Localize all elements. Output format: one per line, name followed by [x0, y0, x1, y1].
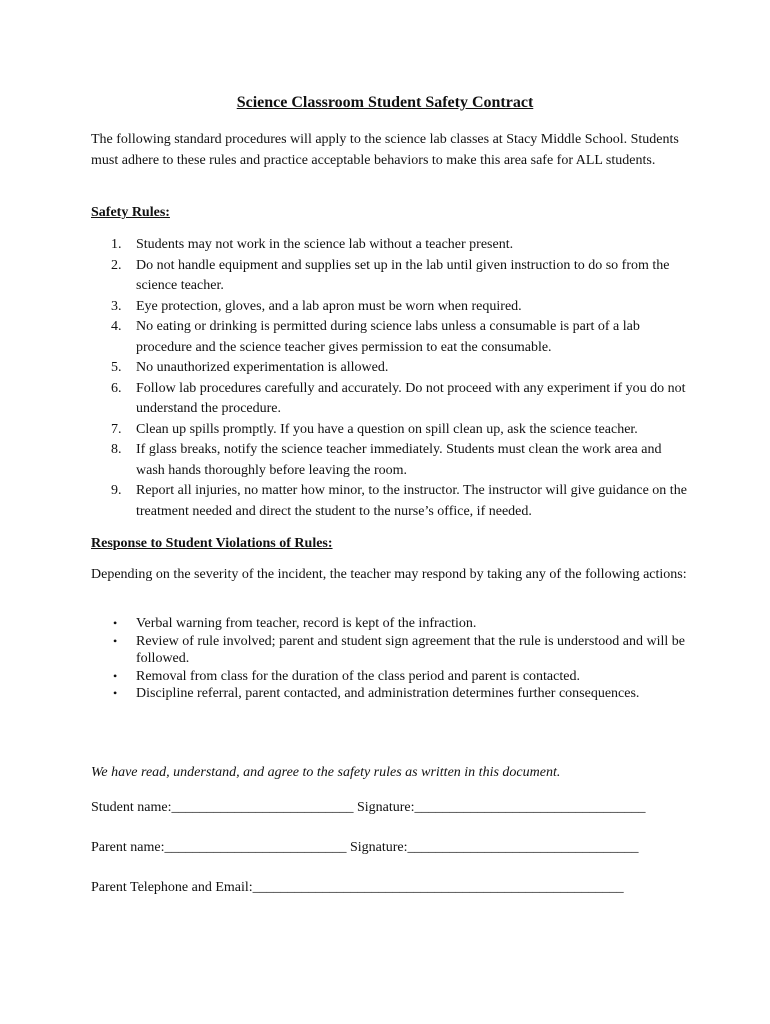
bullet-icon: • [113, 616, 118, 630]
rule-text: If glass breaks, notify the science teacher immediately. Students must clean the work area and wash hands thoroughly before leaving the room. [136, 442, 662, 478]
action-item [91, 685, 691, 703]
parent-signature-line[interactable]: Parent name:__________________________ Signature:_________________________________ [91, 840, 639, 855]
bullet-icon: • [113, 668, 118, 683]
rule-number: 1. [111, 237, 122, 252]
rule-number: 4. [111, 319, 122, 334]
response-heading: Response to Student Violations of Rules: [91, 536, 333, 551]
rule-item [91, 358, 691, 379]
intro-paragraph: The following standard procedures will apply to the science lab classes at Stacy Middle School. Students must adhere to these rules and practice acceptable behaviors to make this area safe for ALL students. [91, 132, 679, 168]
rule-item [91, 235, 691, 256]
action-text: Discipline referral, parent contacted, and administration determines further consequences. [136, 686, 640, 701]
rule-item [91, 379, 691, 420]
rule-number: 6. [111, 380, 122, 396]
rule-item [91, 317, 691, 358]
rule-item [91, 481, 691, 522]
rule-text: No eating or drinking is permitted during science labs unless a consumable is part of a lab procedure and the science teacher gives permission to eat the consumable. [136, 319, 640, 355]
safety-rules-heading: Safety Rules: [91, 205, 170, 220]
bullet-icon: • [113, 633, 118, 648]
rule-number: 7. [111, 421, 122, 437]
page-title: Science Classroom Student Safety Contract [236, 94, 534, 111]
bullet-icon: • [113, 686, 118, 700]
rule-text: Clean up spills promptly. If you have a question on spill clean up, ask the science teacher. [136, 421, 638, 437]
rule-text: Students may not work in the science lab without a teacher present. [136, 237, 514, 252]
student-signature-line[interactable]: Student name:__________________________ Signature:_________________________________ [91, 800, 646, 815]
rule-item [91, 256, 691, 297]
safety-rules-list [91, 235, 691, 522]
action-item [91, 633, 691, 668]
agreement-statement: We have read, understand, and agree to the safety rules as written in this document. [91, 765, 561, 780]
action-text: Removal from class for the duration of the class period and parent is contacted. [136, 668, 580, 684]
action-item [91, 668, 691, 686]
rule-text: Report all injuries, no matter how minor, to the instructor. The instructor will give guidance on the treatment needed and direct the student to the nurse’s office, if needed. [136, 483, 687, 519]
rule-text: No unauthorized experimentation is allowed. [136, 360, 389, 375]
rule-number: 3. [111, 298, 122, 314]
parent-contact-line[interactable]: Parent Telephone and Email:_____________________________________________________ [91, 880, 624, 895]
response-intro: Depending on the severity of the incident, the teacher may respond by taking any of the following actions: [91, 567, 687, 582]
rule-text: Follow lab procedures carefully and accurately. Do not proceed with any experiment if you do not understand the procedure. [136, 380, 686, 416]
action-text: Review of rule involved; parent and student sign agreement that the rule is understood and will be followed. [136, 633, 685, 666]
rule-text: Do not handle equipment and supplies set up in the lab until given instruction to do so from the science teacher. [136, 257, 670, 293]
rule-item [91, 420, 691, 441]
action-text: Verbal warning from teacher, record is kept of the infraction. [136, 616, 477, 631]
rule-number: 8. [111, 442, 122, 457]
rule-number: 5. [111, 360, 122, 375]
rule-item [91, 440, 691, 481]
rule-number: 2. [111, 257, 122, 273]
action-item [91, 615, 691, 633]
actions-list [91, 615, 691, 703]
rule-text: Eye protection, gloves, and a lab apron must be worn when required. [136, 298, 522, 314]
rule-item [91, 297, 691, 318]
rule-number: 9. [111, 483, 122, 498]
